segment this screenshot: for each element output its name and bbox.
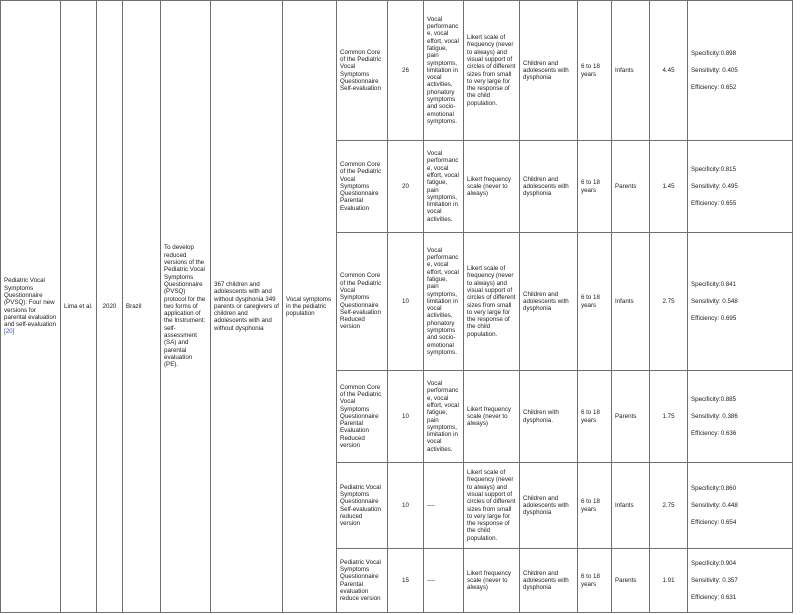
population-cell: Children and adolescents with dysphonia [520,233,578,371]
specificity-value: Specificity:0.904 [691,559,737,567]
scale-cell: Likert frequency scale (never to always) [464,549,520,613]
items-cell: 26 [388,1,424,141]
version-cell: Common Core of the Pediatric Vocal Symptoms Questionnaire Self-evaluation Reduced version [337,233,388,371]
scale-cell: Likert frequency scale (never to always) [464,141,520,233]
table-row [1,1,793,141]
version-cell: Pediatric Vocal Symptoms Questionnaire Parental evaluation reduce version [337,549,388,613]
sensitivity-value: Sensitivity: 0.405 [691,66,738,74]
domains-cell: ---- [424,549,464,613]
items-cell: 10 [388,233,424,371]
domains-cell: Vocal performance, vocal effort, vocal fatigue, pain symptoms, limitation in vocal activities, phonatory symptoms and socio-emotional symptoms. [424,1,464,141]
version-cell: Common Core of the Pediatric Vocal Symptoms Questionnaire Parental Evaluation Reduced version [337,371,388,463]
metrics-cell [688,371,793,463]
cutoff-cell: 1.91 [650,549,688,613]
country-cell: Brazil [123,1,161,613]
authors-cell: Lima et al. [61,1,97,613]
efficiency-value: Efficiency: 0.695 [691,315,737,323]
respondent-cell: Infants [612,463,650,549]
cutoff-cell: 2.75 [650,233,688,371]
construct-cell: Vocal symptoms in the pediatric population [283,1,337,613]
age-cell: 6 to 18 years [578,463,612,549]
efficiency-value: Efficiency: 0.654 [691,519,737,527]
items-cell: 15 [388,549,424,613]
items-cell: 20 [388,141,424,233]
age-cell: 6 to 18 years [578,549,612,613]
metrics-cell [688,141,793,233]
respondent-cell: Parents [612,549,650,613]
domains-cell: Vocal performance, vocal effort, vocal fatigue, pain symptoms, limitation in vocal activities. [424,371,464,463]
scale-cell: Likert scale of frequency (never to always) and visual support of circles of different sizes from small to very large for the response of the child population. [464,233,520,371]
sample-cell: 367 children and adolescents with and without dysphonia 349 parents or caregivers of children and adolescents with and without dysphonia [211,1,283,613]
age-cell: 6 to 18 years [578,233,612,371]
cutoff-cell: 4.45 [650,1,688,141]
reference-link[interactable]: [20] [4,328,15,336]
respondent-cell: Parents [612,141,650,233]
specificity-value: Specificity:0.860 [691,484,737,492]
cutoff-cell: 2.75 [650,463,688,549]
metrics-cell [688,549,793,613]
domains-cell: Vocal performance, vocal effort, vocal fatigue, pain symptoms, limitation in vocal activities. [424,141,464,233]
sensitivity-value: Sensitivity: 0.357 [691,576,738,584]
cutoff-cell: 1.45 [650,141,688,233]
respondent-cell: Parents [612,371,650,463]
version-cell: Common Core of the Pediatric Vocal Symptoms Questionnaire Self-evaluation [337,1,388,141]
specificity-value: Specificity:0.898 [691,49,737,57]
items-cell: 10 [388,463,424,549]
items-cell: 10 [388,371,424,463]
specificity-value: Specificity:0.815 [691,165,737,173]
respondent-cell: Infants [612,1,650,141]
year-cell: 2020 [97,1,123,613]
metrics-cell [688,233,793,371]
sensitivity-value: Sensitivity: 0.448 [691,501,738,509]
metrics-cell [688,463,793,549]
cutoff-cell: 1.75 [650,371,688,463]
sensitivity-value: Sensitivity: 0.495 [691,182,738,190]
efficiency-value: Efficiency: 0.652 [691,84,737,92]
age-cell: 6 to 18 years [578,141,612,233]
version-cell: Common Core of the Pediatric Vocal Symptoms Questionnaire Parental Evaluation [337,141,388,233]
efficiency-value: Efficiency: 0.636 [691,430,737,438]
efficiency-value: Efficiency: 0.655 [691,200,737,208]
specificity-value: Specificity:0.841 [691,280,737,288]
sensitivity-value: Sensitivity: 0.548 [691,297,738,305]
population-cell: Children with dysphonia. [520,371,578,463]
domains-cell: ---- [424,463,464,549]
sensitivity-value: Sensitivity: 0.386 [691,412,738,420]
age-cell: 6 to 18 years [578,1,612,141]
efficiency-value: Efficiency: 0.631 [691,594,737,602]
scale-cell: Likert scale of frequency (never to always) and visual support of circles of different sizes from small to very large for the response of the child population. [464,1,520,141]
scale-cell: Likert scale of frequency (never to always) and visual support of circles of different sizes from small to very large for the response of the child population. [464,463,520,549]
scale-cell: Likert frequency scale (never to always) [464,371,520,463]
instrument-cell: Pediatric Vocal Symptoms Questionnaire (PVSQ): Four new versions for parental evaluation and self-evaluation [20] [1,1,61,613]
specificity-value: Specificity:0.885 [691,395,737,403]
age-cell: 6 to 18 years [578,371,612,463]
domains-cell: Vocal performance, vocal effort, vocal fatigue, pain symptoms, limitation in vocal activities, phonatory symptoms and socio-emotional symptoms. [424,233,464,371]
population-cell: Children and adolescents with dysphonia [520,549,578,613]
population-cell: Children and adolescents with dysphonia [520,141,578,233]
version-cell: Pediatric Vocal Symptoms Questionnaire Self-evaluation reduced version [337,463,388,549]
respondent-cell: Infants [612,233,650,371]
objective-cell: To develop reduced versions of the Pediatric Vocal Symptoms Questionnaire (PVSQ) protocol for the two forms of application of the Instrument: self-assessment (SA) and parental evaluation (PE). [161,1,211,613]
population-cell: Children and adolescents with dysphonia [520,463,578,549]
population-cell: Children and adolescents with dysphonia [520,1,578,141]
metrics-cell [688,1,793,141]
